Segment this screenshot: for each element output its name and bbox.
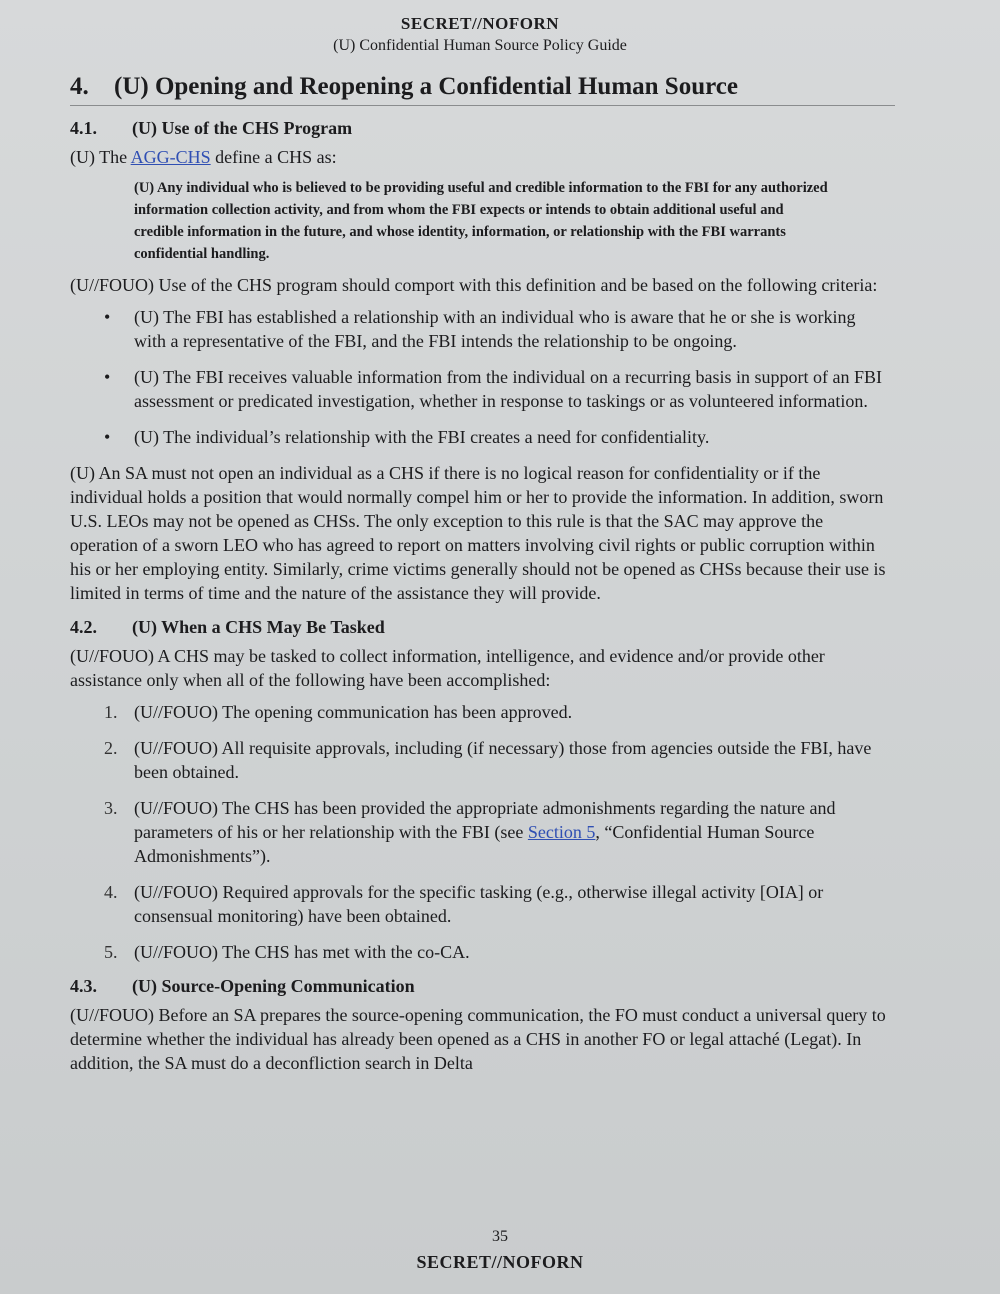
header-subtitle: (U) Confidential Human Source Policy Guide [333, 37, 627, 54]
subsection-title: (U) When a CHS May Be Tasked [132, 617, 385, 637]
step-number: 5. [104, 942, 118, 962]
source-opening-paragraph: (U//FOUO) Before an SA prepares the source-opening communication, the FO must conduct a universal query to determine whether the individual has already been opened as a CHS in another FO or legal attaché (Legat). In addition, the SA must do a deconfliction search in Delta [70, 1005, 886, 1073]
subsection-heading-4-2 [70, 617, 890, 638]
tasking-steps-list [70, 700, 890, 964]
subsection-heading-4-1 [70, 118, 890, 139]
criteria-intro: (U//FOUO) Use of the CHS program should comport with this definition and be based on the following criteria: [70, 275, 878, 295]
intro-suffix: define a CHS as: [210, 147, 337, 167]
criteria-item [70, 365, 890, 413]
closing-paragraph: (U) An SA must not open an individual as a CHS if there is no logical reason for confidentiality or if the individual holds a position that would normally compel him or her to provide the information. In addition, sworn U.S. LEOs may not be opened as CHSs. The only exception to this rule is that the SAC may approve the operation of a sworn LEO who has agreed to report on matters involving civil rights or public corruption within his or her employing entity. Similarly, crime victims generally should not be opened as CHSs because their use is limited in terms of time and the nature of the assistance they will provide. [70, 463, 886, 603]
step-number: 1. [104, 702, 118, 722]
tasking-step [70, 880, 890, 928]
step-text: (U//FOUO) All requisite approvals, including (if necessary) those from agencies outside the FBI, have been obtained. [134, 738, 872, 782]
subsection-number: 4.2. [70, 617, 97, 637]
criteria-text: (U) The individual’s relationship with the FBI creates a need for confidentiality. [134, 427, 710, 447]
agg-chs-link[interactable]: AGG-CHS [130, 147, 211, 167]
subsection-number: 4.1. [70, 118, 97, 138]
bullet-icon: • [104, 367, 111, 387]
header-classification: SECRET//NOFORN [400, 14, 560, 33]
section-title: (U) Opening and Reopening a Confidential Human Source [114, 73, 738, 100]
footer-classification: SECRET//NOFORN [416, 1252, 584, 1272]
page-header [70, 14, 890, 55]
criteria-text: (U) The FBI has established a relationship with an individual who is aware that he or she is working with a representative of the FBI, and the FBI intends the relationship to be ongoing. [134, 307, 856, 351]
step-text-suffix: , “Confidential Human Source Admonishments”). [134, 822, 815, 866]
step-number: 3. [104, 798, 118, 818]
intro-prefix: (U) The [70, 147, 131, 167]
section-heading [70, 73, 895, 106]
criteria-item [70, 305, 890, 353]
tasking-step [70, 796, 890, 868]
subsection-title: (U) Use of the CHS Program [132, 118, 353, 138]
bullet-icon: • [104, 427, 111, 447]
criteria-text: (U) The FBI receives valuable information from the individual on a recurring basis in support of an FBI assessment or predicated investigation, whether in response to taskings or as volunteered information. [134, 367, 882, 411]
page-footer [0, 1228, 1000, 1273]
tasking-intro: (U//FOUO) A CHS may be tasked to collect information, intelligence, and evidence and/or provide other assistance only when all of the following have been accomplished: [70, 646, 825, 690]
subsection-title: (U) Source-Opening Communication [132, 976, 415, 996]
step-text: (U//FOUO) Required approvals for the specific tasking (e.g., otherwise illegal activity [OIA] or consensual monitoring) have been obtained. [134, 882, 824, 926]
subsection-heading-4-3 [70, 976, 890, 997]
section-number: 4. [70, 73, 89, 100]
tasking-step [70, 940, 890, 964]
step-text: (U//FOUO) The opening communication has been approved. [134, 702, 573, 722]
section-5-link[interactable]: Section 5 [527, 822, 596, 842]
criteria-list [70, 305, 890, 449]
definition-intro [70, 145, 890, 169]
step-number: 4. [104, 882, 118, 902]
step-number: 2. [104, 738, 118, 758]
tasking-step [70, 700, 890, 724]
criteria-item [70, 425, 890, 449]
step-text-prefix: (U//FOUO) The CHS has been provided the appropriate admonishments regarding the nature and parameters of his or her relationship with the FBI (see [134, 798, 836, 842]
step-text: (U//FOUO) The CHS has met with the co-CA. [134, 942, 470, 962]
chs-definition-quote: (U) Any individual who is believed to be providing useful and credible information to the FBI for any authorized information collection activity, and from whom the FBI expects or intends to obtain additional useful and credible information in the future, and whose identity, information, or relationship with the FBI warrants confidential handling. [134, 180, 828, 262]
bullet-icon: • [104, 307, 111, 327]
tasking-step [70, 736, 890, 784]
subsection-number: 4.3. [70, 976, 97, 996]
page-number: 35 [492, 1228, 508, 1245]
